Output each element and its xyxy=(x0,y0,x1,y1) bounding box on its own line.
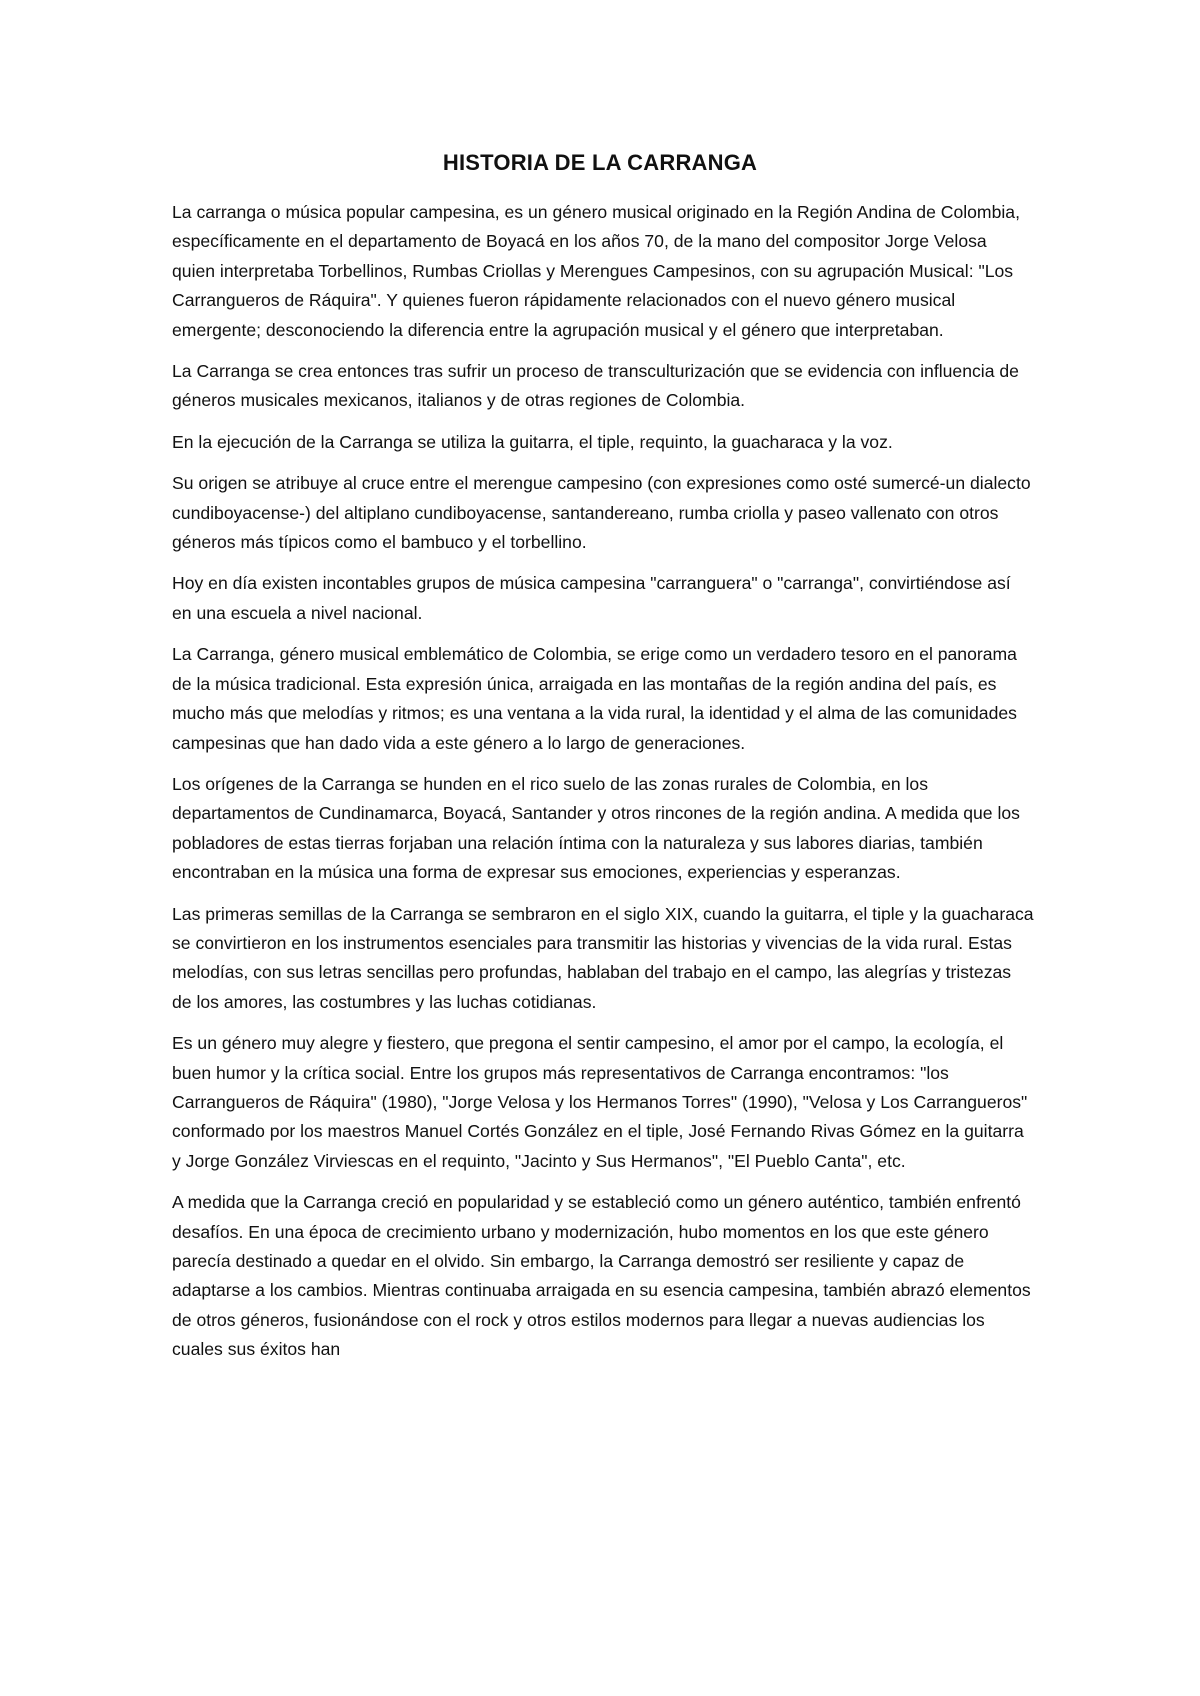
paragraph: La Carranga se crea entonces tras sufrir un proceso de transculturización que se evidencia con influencia de géneros musicales mexicanos, italianos y de otras regiones de Colombia. xyxy=(172,361,1019,411)
paragraph: La carranga o música popular campesina, es un género musical originado en la Región Andina de Colombia, específicamente en el departamento de Boyacá en los años 70, de la mano del compositor Jorge Velosa quien interpretaba Torbellinos, Rumbas Criollas y Merengues Campesinos, con su agrupación Musical: "Los Carrangueros de Ráquira". Y quienes fueron rápidamente relacionados con el nuevo género musical emergente; desconociendo la diferencia entre la agrupación musical y el género que interpretaban. xyxy=(172,202,1020,340)
paragraph: A medida que la Carranga creció en popularidad y se estableció como un género auténtico, también enfrentó desafíos. En una época de crecimiento urbano y modernización, hubo momentos en los que este género parecía destinado a quedar en el olvido. Sin embargo, la Carranga demostró ser resiliente y capaz de adaptarse a los cambios. Mientras continuaba arraigada en su esencia campesina, también abrazó elementos de otros géneros, fusionándose con el rock y otros estilos modernos para llegar a nuevas audiencias los cuales sus éxitos han xyxy=(172,1192,1031,1360)
paragraph: Es un género muy alegre y fiestero, que pregona el sentir campesino, el amor por el campo, la ecología, el buen humor y la crítica social. Entre los grupos más representativos de Carranga encontramos: "los Carrangueros de Ráquira" (1980), "Jorge Velosa y los Hermanos Torres" (1990), "Velosa y Los Carrangueros" conformado por los maestros Manuel Cortés González en el tiple, José Fernando Rivas Gómez en la guitarra y Jorge González Virviescas en el requinto, "Jacinto y Sus Hermanos", "El Pueblo Canta", etc. xyxy=(172,1033,1028,1171)
paragraph: Su origen se atribuye al cruce entre el merengue campesino (con expresiones como osté sumercé-un dialecto cundiboyacense-) del altiplano cundiboyacense, santandereano, rumba criolla y paseo vallenato con otros géneros más típicos como el bambuco y el torbellino. xyxy=(172,473,1031,553)
paragraph: Hoy en día existen incontables grupos de música campesina "carranguera" o "carranga", convirtiéndose así en una escuela a nivel nacional. xyxy=(172,573,1011,623)
paragraph: Los orígenes de la Carranga se hunden en el rico suelo de las zonas rurales de Colombia, en los departamentos de Cundinamarca, Boyacá, Santander y otros rincones de la región andina. A medida que los pobladores de estas tierras forjaban una relación íntima con la naturaleza y sus labores diarias, también encontraban en la música una forma de expresar sus emociones, experiencias y esperanzas. xyxy=(172,773,1020,883)
paragraph: Las primeras semillas de la Carranga se sembraron en el siglo XIX, cuando la guitarra, el tiple y la guacharaca se convirtieron en los instrumentos esenciales para transmitir las historias y vivencias de la vida rural. Estas melodías, con sus letras sencillas pero profundas, hablaban del trabajo en el campo, las alegrías y tristezas de los amores, las costumbres y las luchas cotidianas. xyxy=(172,903,1034,1012)
document-title: HISTORIA DE LA CARRANGA xyxy=(442,150,758,175)
paragraph: En la ejecución de la Carranga se utiliza la guitarra, el tiple, requinto, la guacharaca y la voz. xyxy=(172,431,893,452)
paragraph: La Carranga, género musical emblemático de Colombia, se erige como un verdadero tesoro en el panorama de la música tradicional. Esta expresión única, arraigada en las montañas de la región andina del país, es mucho más que melodías y ritmos; es una ventana a la vida rural, la identidad y el alma de las comunidades campesinas que han dado vida a este género a lo largo de generaciones. xyxy=(172,644,1017,753)
document-body xyxy=(172,198,1034,1377)
